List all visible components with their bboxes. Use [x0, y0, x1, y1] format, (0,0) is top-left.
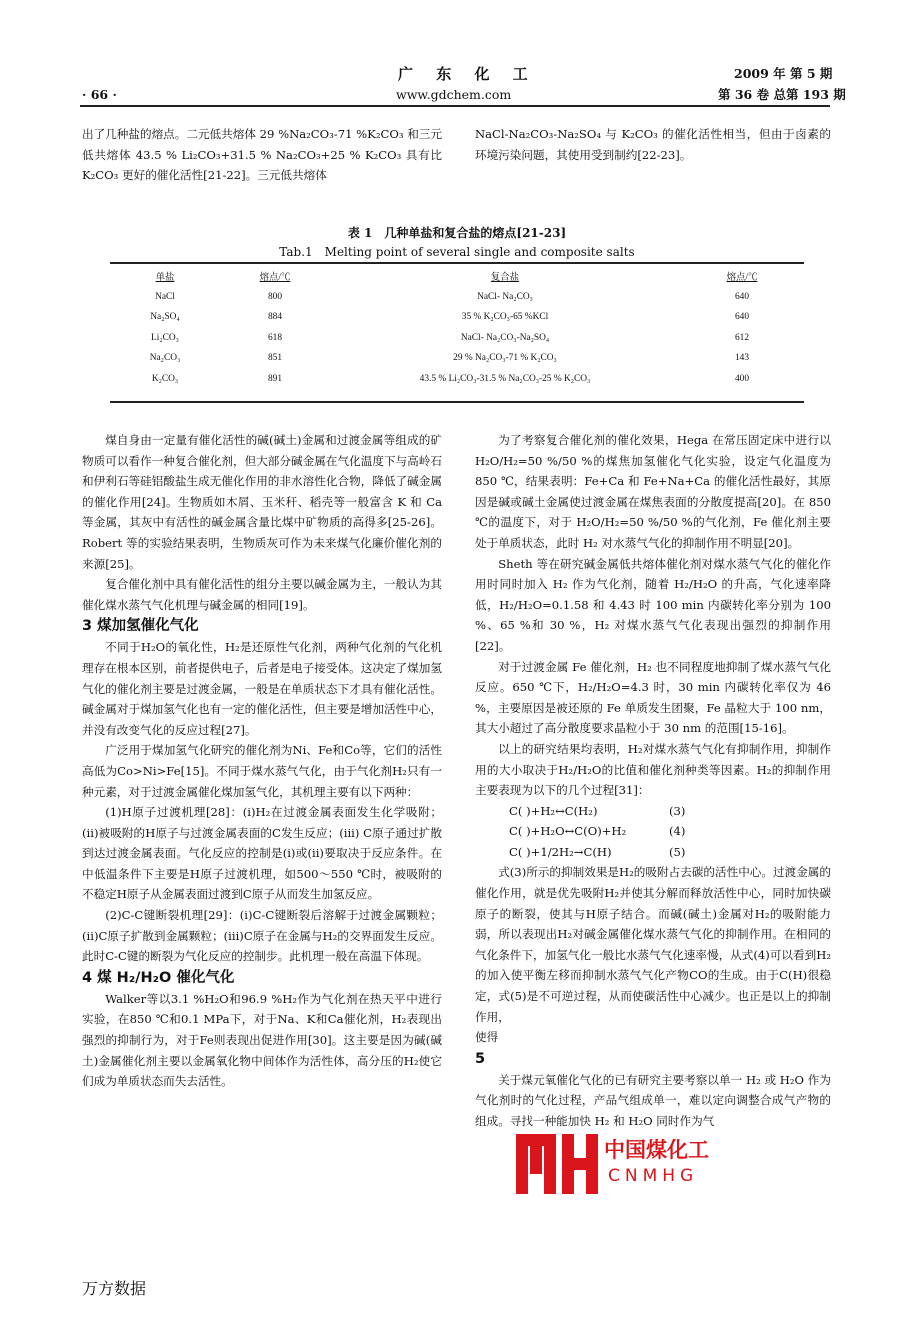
right-paragraph-4: 以上的研究结果均表明，H₂对煤水蒸气气化有抑制作用，抑制作用的大小取决于H₂/H₂O的比值和催化剂种类等因素。H₂的抑制作用主要表现为以下的几个过程[31]： [475, 741, 831, 798]
table-cell: K₂CO₃ [151, 373, 179, 384]
table-cell: 640 [734, 291, 750, 302]
section-3-heading: 3 煤加氢催化气化 [82, 618, 199, 635]
table-cell: Na₂SO₄ [150, 312, 180, 323]
table-cell: 612 [734, 332, 750, 343]
table-cell: NaCl- Na₂CO₃ [477, 291, 533, 302]
table-cell: 851 [267, 353, 283, 364]
table-header-row [110, 266, 804, 287]
header-single-mp: 熔点/℃ [259, 273, 291, 284]
table-cell: NaCl- Na₂CO₃-Na₂SO₄ [460, 332, 550, 343]
right-paragraph-1: 为了考察复合催化剂的催化效果，Hega 在常压固定床中进行以 H₂O/H₂=50 %/50 %的煤焦加氢催化气化实验，设定气化温度为 850 ℃，结果表明：Fe+Ca 和 Fe+Na+Ca 的催化活性最好，其原因是碱或碱土金属使过渡金属在煤焦表面的分散度提高[20]。在 850 ℃的温度下，对于 H₂O/H₂=50 %/50 %的气化剂，Fe 催化剂主要处于单质状态，此时 H₂ 对水蒸气气化的抑制作用不明显[20]。 [475, 433, 831, 550]
table-row [110, 348, 804, 369]
table-cell: Na₂CO₃ [149, 353, 181, 364]
table-row [110, 328, 804, 349]
right-paragraph-6: 关于煤元氧催化气化的已有研究主要考察以单一 H₂ 或 H₂O 作为气化剂时的气化过程，产品气组成单一，难以定向调整合成气产物的组成。寻找一种能加快 H₂ 和 H₂O 同时作为气 [475, 1072, 831, 1128]
melting-point-table [110, 266, 804, 389]
right-paragraph-5: 式(3)所示的抑制效果是H₂的吸附占去碳的活性中心。过渡金属的催化作用，就是优先吸附H₂并使其分解而释放活性中心，同时加快碳原子的断裂，使其与H原子结合。而碱(碱土)金属对H₂的吸附能力弱，所以表现出H₂对碱金属催化煤水蒸气气化的抑制作用。在相同的气化条件下，加氢气化一般比水蒸气气化速率慢，从式(4)可以看到H₂的加入使平衡左移而抑制水蒸气气化产物CO的生成。由于C(H)很稳定，式(5)是不可逆过程，从而使碳活性中心减少。也正是以上的抑制作用， [475, 865, 831, 1024]
equation-4: C( )+H₂O↔C(O)+H₂ (4) [509, 824, 686, 839]
left-column [82, 430, 442, 1092]
volume-label: 第 36 卷 总第 193 期 [718, 87, 846, 102]
journal-title: 广 东 化 工 [398, 65, 537, 83]
table-cell: 891 [267, 373, 283, 384]
table-cell: 35 % K₂CO₃-65 %KCl [461, 312, 549, 323]
header-rule [80, 105, 830, 107]
header-composite-mp: 熔点/℃ [726, 273, 758, 284]
table-row [110, 287, 804, 308]
table-cell: 143 [734, 353, 750, 364]
equation-5: C( )+1/2H₂→C(H) (5) [509, 844, 686, 859]
table-cell: 618 [267, 332, 283, 343]
table-caption-en: Tab.1 Melting point of several single and composite salts [279, 245, 635, 259]
header-single-salt: 单盐 [155, 273, 175, 284]
table-caption-cn: 表 1 几种单盐和复合盐的熔点[21-23] [347, 226, 567, 240]
issue-label: 2009 年 第 5 期 [734, 66, 833, 81]
table-cell: 29 % Na₂CO₃-71 % K₂CO₃ [453, 353, 557, 364]
left-paragraph-6: (2)C-C键断裂机理[29]：(i)C-C键断裂后溶解于过渡金属颗粒；(ii)C原子扩散到金属颗粒；(iii)C原子在金属与H₂的交界面发生反应。此时C-C键的断裂为气化反应的控制步。此机理一般在高温下体现。 [82, 908, 442, 964]
table-cell: NaCl [155, 291, 175, 302]
section-5-heading: 5 [475, 1050, 486, 1067]
table-bottom-rule [110, 401, 804, 403]
watermark-mh-icon [516, 1134, 600, 1196]
table-cell: 400 [734, 373, 750, 384]
right-paragraph-5-tail: 使得 [475, 1030, 499, 1045]
left-paragraph-4: 广泛用于煤加氢气化研究的催化剂为Ni、Fe和Co等，它们的活性高低为Co>Ni>Fe[15]。不同于煤水蒸气气化，由于气化剂H₂只有一种元素，对于过渡金属催化煤加氢气化，其机理主要有以下两种： [82, 743, 442, 799]
left-paragraph-2: 复合催化剂中具有催化活性的组分主要以碱金属为主，一般认为其催化煤水蒸气气化机理与碱金属的相同[19]。 [82, 577, 442, 612]
top-right-paragraph: NaCl-Na₂CO₃-Na₂SO₄ 与 K₂CO₃ 的催化活性相当，但由于卤素的环境污染问题，其使用受到制约[22-23]。 [475, 127, 831, 162]
table-cell: Li₂CO₃ [151, 332, 179, 343]
table-top-rule [110, 262, 804, 264]
header-composite-salt: 复合盐 [490, 273, 520, 284]
watermark-logo [512, 1130, 742, 1200]
table-cell: 640 [734, 312, 750, 323]
left-paragraph-3: 不同于H₂O的氧化性，H₂是还原性气化剂，两种气化剂的气化机理存在根本区别，前者提供电子，后者是电子接受体。这决定了煤加氢气化的催化剂主要是过渡金属，一般是在单质状态下才具有催化活性。碱金属对于煤加氢气化也有一定的催化活性，但主要是增加活性中心，并没有改变气化的反应过程[27]。 [82, 640, 442, 737]
table-cell: 800 [267, 291, 283, 302]
journal-website[interactable]: www.gdchem.com [396, 87, 512, 102]
right-column [475, 430, 831, 1132]
table-row [110, 307, 804, 328]
left-paragraph-5: (1)H原子过渡机理[28]：(i)H₂在过渡金属表面发生化学吸附；(ii)被吸附的H原子与过渡金属表面的C发生反应；(iii) C原子通过扩散到达过渡金属表面。气化反应的控制是(i)或(ii)要取决于反应条件。在中低温条件下主要是H原子过渡机理，如500～550 ℃时，被吸附的不稳定H原子从金属表面过渡到C原子从而发生加氢反应。 [82, 805, 442, 902]
top-left-paragraph: 出了几种盐的熔点。二元低共熔体 29 %Na₂CO₃-71 %K₂CO₃ 和三元低共熔体 43.5 % Li₂CO₃+31.5 % Na₂CO₃+25 % K₂CO₃ 具有比 K₂CO₃ 更好的催化活性[21-22]。三元低共熔体 [82, 127, 442, 183]
watermark-logo-en: CNMHG [608, 1166, 699, 1186]
right-paragraph-2: Sheth 等在研究碱金属低共熔体催化剂对煤水蒸气气化的催化作用时同时加入 H₂ 作为气化剂，随着 H₂/H₂O 的升高，气化速率降低，H₂/H₂O=0.1.58 和 4.43 时 100 min 内碳转化率分别为 100 %、65 %和 30 %，H₂ 对煤水蒸气气化表现出强烈的抑制作用[22]。 [475, 556, 831, 653]
page-number: · 66 · [82, 87, 117, 102]
section-4-heading: 4 煤 H₂/H₂O 催化气化 [82, 969, 235, 986]
left-paragraph-1: 煤自身由一定量有催化活性的碱(碱土)金属和过渡金属等组成的矿物质可以看作一种复合催化剂，但大部分碱金属在气化温度下与高岭石和伊利石等硅铝酸盐生成无催化作用的非水溶性化合物，降低了碱金属的催化作用[24]。生物质如木屑、玉米秆、稻壳等一般富含 K 和 Ca 等金属，其灰中有活性的碱金属含量比煤中矿物质的高得多[25-26]。Robert 等的实验结果表明，生物质灰可作为未来煤气化廉价催化剂的来源[25]。 [82, 433, 442, 571]
table-cell: 43.5 % Li₂CO₃-31.5 % Na₂CO₃-25 % K₂CO₃ [419, 373, 591, 384]
equation-3: C( )+H₂↔C(H₂) (3) [509, 803, 686, 818]
table-cell: 884 [267, 312, 283, 323]
watermark-logo-cn: 中国煤化工 [604, 1138, 709, 1162]
footer-source: 万方数据 [82, 1279, 147, 1298]
table-row [110, 369, 804, 390]
left-paragraph-7: Walker等以3.1 %H₂O和96.9 %H₂作为气化剂在热天平中进行实验，在850 ℃和0.1 MPa下，对于Na、K和Ca催化剂，H₂表现出强烈的抑制行为，对于Fe则表现出促进作用[30]。这主要是因为碱(碱土)金属催化剂主要以金属氧化物中间体作为活性体，高分压的H₂使它们成为单质状态而失去活性。 [82, 991, 442, 1089]
right-paragraph-3: 对于过渡金属 Fe 催化剂，H₂ 也不同程度地抑制了煤水蒸气气化反应。650 ℃下，H₂/H₂O=4.3 时，30 min 内碳转化率仅为 46 %，主要原因是被还原的 Fe 单质发生团聚，Fe 晶粒大于 100 nm，其大小超过了高分散度要求晶粒小于 30 nm 的范围[15-16]。 [475, 659, 831, 736]
